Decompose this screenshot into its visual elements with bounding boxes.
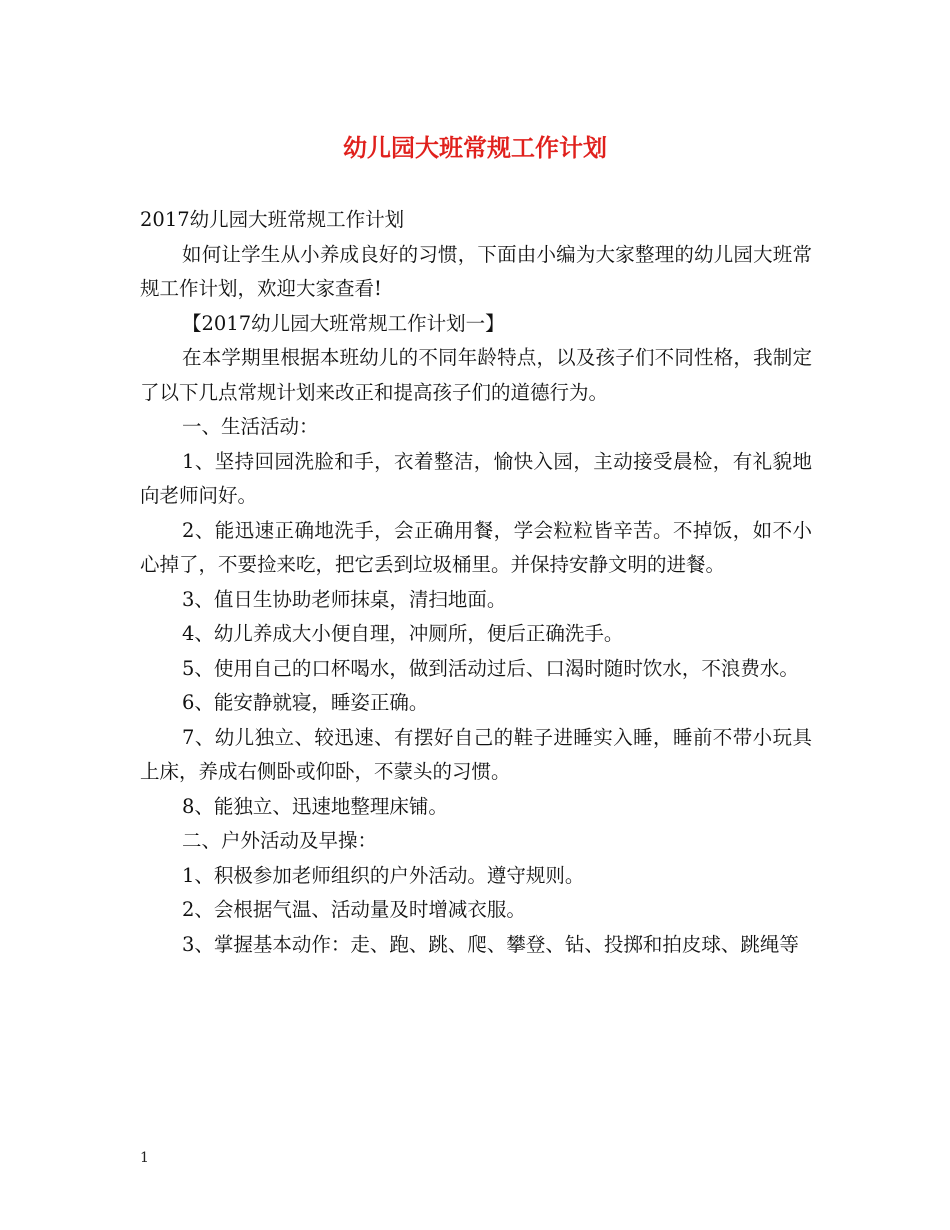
section-heading-life-activities: 一、生活活动： [182, 415, 319, 438]
list-item: 2、会根据气温、活动量及时增减衣服。 [182, 898, 526, 921]
document-body [140, 203, 812, 962]
list-item: 1、积极参加老师组织的户外活动。遵守规则。 [182, 863, 585, 887]
document-title: 幼儿园大班常规工作计划 [343, 134, 607, 162]
list-item: 3、值日生协助老师抹桌，清扫地面。 [182, 587, 507, 611]
list-item: 5、使用自己的口杯喝水，做到活动过后、口渴时随时饮水，不浪费水。 [182, 656, 799, 680]
list-item: 7、幼儿独立、较迅速、有摆好自己的鞋子进睡实入睡，睡前不带小玩具上床，养成右侧卧或仰卧，不蒙头的习惯。 [140, 725, 812, 783]
body-paragraph: 在本学期里根据本班幼儿的不同年龄特点，以及孩子们不同性格，我制定了以下几点常规计划来改正和提高孩子们的道德行为。 [140, 346, 812, 404]
section-heading-outdoor-activities: 二、户外活动及早操： [182, 829, 378, 852]
page-number: 1 [140, 1150, 149, 1166]
section-heading-plan-one: 【2017幼儿园大班常规工作计划一】 [182, 311, 505, 335]
list-item: 3、掌握基本动作：走、跑、跳、爬、攀登、钻、投掷和拍皮球、跳绳等 [182, 932, 799, 956]
list-item: 4、幼儿养成大小便自理，冲厕所，便后正确洗手。 [182, 622, 624, 645]
subtitle-paragraph: 2017幼儿园大班常规工作计划 [140, 208, 405, 231]
list-item: 2、能迅速正确地洗手，会正确用餐，学会粒粒皆辛苦。不掉饭，如不小心掉了，不要捡来吃，把它丢到垃圾桶里。并保持安静文明的进餐。 [140, 518, 812, 576]
list-item: 1、坚持回园洗脸和手，衣着整洁，愉快入园，主动接受晨检，有礼貌地向老师问好。 [140, 449, 812, 507]
list-item: 6、能安静就寝，睡姿正确。 [182, 691, 429, 714]
intro-paragraph: 如何让学生从小养成良好的习惯，下面由小编为大家整理的幼儿园大班常规工作计划，欢迎大家查看! [140, 242, 812, 300]
list-item: 8、能独立、迅速地整理床铺。 [182, 794, 448, 818]
